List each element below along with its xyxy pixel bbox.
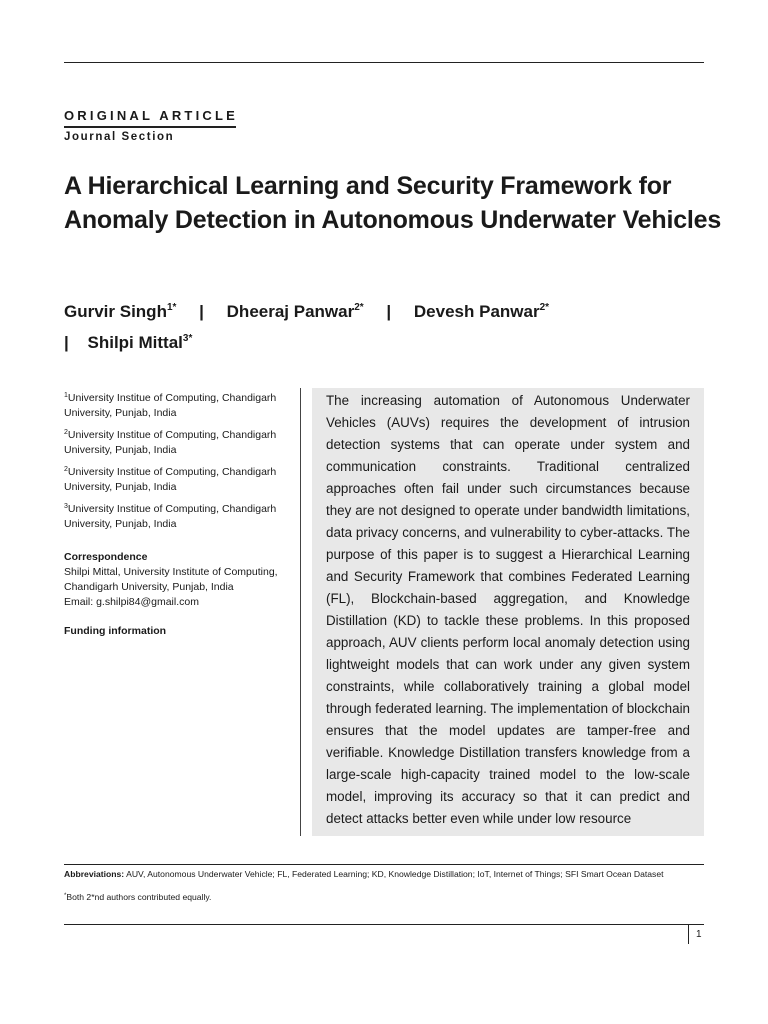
funding-label: Funding information [64, 625, 167, 637]
note-mark: * [64, 893, 67, 899]
author-mark: 2* [539, 302, 550, 313]
affiliation [64, 499, 284, 532]
affiliation-text: University Institue of Computing, Chandigarh University, Punjab, India [64, 466, 277, 493]
author-name: Devesh Panwar [413, 302, 540, 321]
author-name: Shilpi Mittal [87, 333, 183, 352]
affiliation-text: University Institue of Computing, Chandigarh University, Punjab, India [64, 503, 277, 530]
author-line-1 [64, 302, 549, 322]
author-separator: | [64, 333, 69, 352]
affiliation-number: 2 [64, 429, 68, 436]
affiliation-number: 2 [64, 466, 68, 473]
note-text: Both 2*nd authors contributed equally. [66, 892, 212, 902]
abbreviations-label: Abbreviations: [64, 869, 125, 879]
affiliations-column [64, 388, 284, 639]
abstract-box: The increasing automation of Autonomous Underwater Vehicles (AUVs) requires the development of intrusion detection systems that can operate under system and communication constraints. Traditional centralized approaches often fail under such circumstances because they are not designed to operate under bandwidth limitations, data privacy concerns, and vulnerability to cyber-attacks. The purpose of this paper is to suggest a Hierarchical Learning and Security Framework that combines Federated Learning (FL), Blockchain-based aggregation, and Knowledge Distillation (KD) to tackle these problems. In this proposed approach, AUV clients perform local anomaly detection using lightweight models that can work under any given system constraints, while collaboratively training a global model through federated learning. The implementation of blockchain ensures that the model updates are tamper-free and verifiable. Knowledge Distillation transfers knowledge from a large-scale high-capacity trained model to the low-scale model, improving its accuracy so that it can predict and detect attacks better even while under low resource [312, 388, 704, 836]
author-line-2 [64, 333, 192, 353]
bottom-rule [64, 924, 704, 925]
abbreviations-text: AUV, Autonomous Underwater Vehicle; FL, Federated Learning; KD, Knowledge Distillation; IoT, Internet of Things; SFI Smart Ocean Dataset [126, 869, 664, 879]
author-mark: 3* [182, 333, 193, 344]
affiliation [64, 425, 284, 458]
author-mark: 1* [166, 302, 177, 313]
article-type: ORIGINAL ARTICLE [64, 108, 238, 123]
correspondence-email: Email: g.shilpi84@gmail.com [64, 596, 199, 608]
affiliation-text: University Institue of Computing, Chandigarh University, Punjab, India [64, 429, 277, 456]
author-note [64, 892, 211, 902]
affiliation [64, 388, 284, 421]
top-rule [64, 62, 704, 63]
article-type-underline [64, 126, 236, 128]
correspondence-text: Shilpi Mittal, University Institute of Computing, Chandigarh University, Punjab, India [64, 566, 278, 593]
affiliation-text: University Institue of Computing, Chandigarh University, Punjab, India [64, 392, 277, 419]
affiliation-number: 3 [64, 503, 68, 510]
correspondence-label: Correspondence [64, 551, 148, 563]
affiliation [64, 462, 284, 495]
footer-rule [64, 864, 704, 865]
page-number: 1 [696, 929, 702, 940]
author-name: Dheeraj Panwar [226, 302, 355, 321]
affiliation-number: 1 [64, 392, 68, 399]
author-separator: | [386, 302, 392, 321]
author-name: Gurvir Singh [64, 302, 167, 321]
journal-section: Journal Section [64, 131, 175, 143]
author-separator: | [199, 302, 204, 321]
paper-title: A Hierarchical Learning and Security Framework for Anomaly Detection in Autonomous Underwater Vehicles [64, 172, 722, 234]
column-divider [300, 388, 301, 836]
abbreviations [64, 869, 724, 879]
author-mark: 2* [354, 302, 364, 313]
page-number-tick [688, 924, 689, 944]
